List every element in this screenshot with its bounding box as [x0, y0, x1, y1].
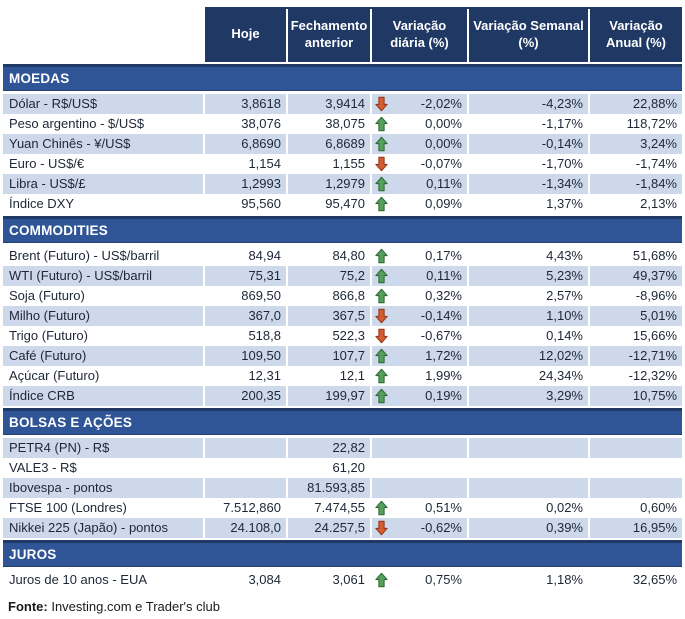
- arrow-up-icon: [375, 196, 388, 212]
- table-header-row: [3, 7, 682, 62]
- row-variacao-anual-value: 22,88%: [588, 94, 682, 114]
- row-hoje-value: 12,31: [203, 366, 286, 386]
- row-variacao-anual-value: -12,32%: [588, 366, 682, 386]
- row-variacao-diaria-value: 0,19%: [425, 388, 462, 403]
- row-hoje-value: 1,2993: [203, 174, 286, 194]
- row-fechamento-anterior-value: 61,20: [286, 458, 370, 478]
- arrow-up-icon: [375, 348, 388, 364]
- row-hoje-value: 518,8: [203, 326, 286, 346]
- table-row: [3, 570, 682, 590]
- row-variacao-anual-value: 0,60%: [588, 498, 682, 518]
- row-label: Juros de 10 anos - EUA: [3, 570, 203, 590]
- row-variacao-semanal-value: -0,14%: [467, 134, 588, 154]
- section-title: COMMODITIES: [9, 223, 108, 238]
- section-header: [3, 64, 682, 91]
- row-variacao-anual-value: 16,95%: [588, 518, 682, 538]
- row-fechamento-anterior-value: 75,2: [286, 266, 370, 286]
- arrow-down-icon: [375, 96, 388, 112]
- arrow-up-icon: [375, 136, 388, 152]
- row-variacao-diaria-cell: [370, 194, 467, 214]
- row-variacao-anual-value: -1,74%: [588, 154, 682, 174]
- row-fechamento-anterior-value: 38,075: [286, 114, 370, 134]
- row-variacao-diaria-value: -0,14%: [420, 308, 462, 323]
- row-variacao-semanal-value: 1,18%: [467, 570, 588, 590]
- row-variacao-diaria-value: 0,75%: [425, 572, 462, 587]
- row-variacao-diaria-value: 0,32%: [425, 288, 462, 303]
- row-label: Índice DXY: [3, 194, 203, 214]
- row-variacao-semanal-value: 3,29%: [467, 386, 588, 406]
- row-hoje-value: 6,8690: [203, 134, 286, 154]
- table-row: [3, 478, 682, 498]
- row-variacao-diaria-cell: [370, 438, 467, 458]
- arrow-up-icon: [375, 500, 388, 516]
- row-fechamento-anterior-value: 95,470: [286, 194, 370, 214]
- row-variacao-semanal-value: 2,57%: [467, 286, 588, 306]
- table-row: [3, 154, 682, 174]
- row-variacao-semanal-value: 0,39%: [467, 518, 588, 538]
- row-label: Dólar - R$/US$: [3, 94, 203, 114]
- arrow-up-icon: [375, 368, 388, 384]
- row-hoje-value: 109,50: [203, 346, 286, 366]
- arrow-up-icon: [375, 176, 388, 192]
- source-label: Fonte:: [8, 599, 48, 614]
- row-variacao-diaria-cell: [370, 94, 467, 114]
- table-row: [3, 366, 682, 386]
- table-row: [3, 346, 682, 366]
- row-hoje-value: 367,0: [203, 306, 286, 326]
- row-variacao-diaria-value: -0,67%: [420, 328, 462, 343]
- row-hoje-value: 869,50: [203, 286, 286, 306]
- arrow-up-icon: [375, 288, 388, 304]
- row-hoje-value: 84,94: [203, 246, 286, 266]
- row-variacao-semanal-value: 1,37%: [467, 194, 588, 214]
- row-variacao-diaria-value: 0,11%: [426, 176, 462, 191]
- arrow-up-icon: [375, 572, 388, 588]
- table-row: [3, 438, 682, 458]
- row-variacao-anual-value: 51,68%: [588, 246, 682, 266]
- row-variacao-anual-value: -8,96%: [588, 286, 682, 306]
- row-label: Milho (Futuro): [3, 306, 203, 326]
- arrow-up-icon: [375, 116, 388, 132]
- arrow-up-icon: [375, 248, 388, 264]
- row-variacao-diaria-cell: [370, 114, 467, 134]
- row-variacao-anual-value: 10,75%: [588, 386, 682, 406]
- table-row: [3, 386, 682, 406]
- row-fechamento-anterior-value: 81.593,85: [286, 478, 370, 498]
- row-variacao-diaria-cell: [370, 306, 467, 326]
- table-row: [3, 326, 682, 346]
- section-title: BOLSAS E AÇÕES: [9, 415, 133, 430]
- row-variacao-diaria-value: 0,00%: [425, 136, 462, 151]
- row-variacao-semanal-value: 1,10%: [467, 306, 588, 326]
- row-fechamento-anterior-value: 12,1: [286, 366, 370, 386]
- row-variacao-semanal-value: -1,34%: [467, 174, 588, 194]
- row-variacao-diaria-value: 0,17%: [425, 248, 462, 263]
- row-variacao-anual-value: 3,24%: [588, 134, 682, 154]
- row-variacao-diaria-cell: [370, 498, 467, 518]
- row-variacao-semanal-value: 24,34%: [467, 366, 588, 386]
- row-variacao-diaria-cell: [370, 458, 467, 478]
- row-label: Yuan Chinês - ¥/US$: [3, 134, 203, 154]
- header-col-hoje: Hoje: [203, 7, 286, 62]
- financial-table: [0, 7, 685, 614]
- row-variacao-semanal-value: -4,23%: [467, 94, 588, 114]
- row-variacao-diaria-cell: [370, 366, 467, 386]
- row-label: Café (Futuro): [3, 346, 203, 366]
- row-fechamento-anterior-value: 3,9414: [286, 94, 370, 114]
- row-variacao-anual-value: -1,84%: [588, 174, 682, 194]
- row-variacao-diaria-value: -0,07%: [420, 156, 462, 171]
- row-label: VALE3 - R$: [3, 458, 203, 478]
- row-fechamento-anterior-value: 522,3: [286, 326, 370, 346]
- row-variacao-semanal-value: [467, 458, 588, 478]
- row-variacao-diaria-value: -2,02%: [420, 96, 462, 111]
- row-label: Nikkei 225 (Japão) - pontos: [3, 518, 203, 538]
- row-variacao-semanal-value: [467, 438, 588, 458]
- row-variacao-semanal-value: -1,70%: [467, 154, 588, 174]
- row-label: Brent (Futuro) - US$/barril: [3, 246, 203, 266]
- row-label: Euro - US$/€: [3, 154, 203, 174]
- row-variacao-anual-value: [588, 458, 682, 478]
- table-row: [3, 518, 682, 538]
- row-label: Libra - US$/£: [3, 174, 203, 194]
- row-variacao-diaria-value: 1,72%: [425, 348, 462, 363]
- header-col-variacao-anual: Variação Anual (%): [588, 7, 682, 62]
- header-col-variacao-semanal: Variação Semanal (%): [467, 7, 588, 62]
- row-variacao-diaria-cell: [370, 478, 467, 498]
- row-variacao-anual-value: 32,65%: [588, 570, 682, 590]
- row-variacao-diaria-value: -0,62%: [420, 520, 462, 535]
- section-header: [3, 540, 682, 567]
- row-variacao-diaria-cell: [370, 154, 467, 174]
- row-variacao-diaria-value: 0,11%: [426, 268, 462, 283]
- row-variacao-anual-value: [588, 438, 682, 458]
- row-fechamento-anterior-value: 6,8689: [286, 134, 370, 154]
- row-variacao-diaria-value: 0,51%: [425, 500, 462, 515]
- table-row: [3, 134, 682, 154]
- header-col-variacao-diaria: Variação diária (%): [370, 7, 467, 62]
- arrow-down-icon: [375, 520, 388, 536]
- row-label: PETR4 (PN) - R$: [3, 438, 203, 458]
- row-variacao-semanal-value: 5,23%: [467, 266, 588, 286]
- row-variacao-diaria-cell: [370, 286, 467, 306]
- section-title: MOEDAS: [9, 71, 70, 86]
- row-fechamento-anterior-value: 1,155: [286, 154, 370, 174]
- row-variacao-anual-value: -12,71%: [588, 346, 682, 366]
- row-variacao-semanal-value: [467, 478, 588, 498]
- row-fechamento-anterior-value: 107,7: [286, 346, 370, 366]
- row-fechamento-anterior-value: 7.474,55: [286, 498, 370, 518]
- row-fechamento-anterior-value: 22,82: [286, 438, 370, 458]
- table-row: [3, 306, 682, 326]
- row-hoje-value: 38,076: [203, 114, 286, 134]
- table-row: [3, 286, 682, 306]
- table-row: [3, 246, 682, 266]
- row-hoje-value: 3,8618: [203, 94, 286, 114]
- table-row: [3, 114, 682, 134]
- row-label: Ibovespa - pontos: [3, 478, 203, 498]
- row-variacao-diaria-cell: [370, 326, 467, 346]
- table-row: [3, 194, 682, 214]
- row-hoje-value: [203, 478, 286, 498]
- row-variacao-diaria-cell: [370, 174, 467, 194]
- row-label: Índice CRB: [3, 386, 203, 406]
- row-variacao-anual-value: 5,01%: [588, 306, 682, 326]
- row-hoje-value: [203, 438, 286, 458]
- row-fechamento-anterior-value: 3,061: [286, 570, 370, 590]
- row-variacao-semanal-value: 4,43%: [467, 246, 588, 266]
- row-variacao-anual-value: 49,37%: [588, 266, 682, 286]
- section-rows: [3, 438, 682, 538]
- row-hoje-value: 3,084: [203, 570, 286, 590]
- section-title: JUROS: [9, 547, 57, 562]
- row-variacao-anual-value: 2,13%: [588, 194, 682, 214]
- row-fechamento-anterior-value: 24.257,5: [286, 518, 370, 538]
- row-variacao-semanal-value: 12,02%: [467, 346, 588, 366]
- arrow-up-icon: [375, 268, 388, 284]
- table-row: [3, 94, 682, 114]
- row-variacao-anual-value: 118,72%: [588, 114, 682, 134]
- arrow-down-icon: [375, 328, 388, 344]
- row-variacao-diaria-cell: [370, 134, 467, 154]
- table-row: [3, 174, 682, 194]
- row-variacao-diaria-cell: [370, 386, 467, 406]
- row-variacao-diaria-cell: [370, 246, 467, 266]
- row-label: WTI (Futuro) - US$/barril: [3, 266, 203, 286]
- table-body: [3, 64, 682, 590]
- section-rows: [3, 246, 682, 406]
- section-rows: [3, 570, 682, 590]
- row-fechamento-anterior-value: 866,8: [286, 286, 370, 306]
- row-variacao-diaria-value: 0,00%: [425, 116, 462, 131]
- row-label: FTSE 100 (Londres): [3, 498, 203, 518]
- row-hoje-value: 75,31: [203, 266, 286, 286]
- table-row: [3, 266, 682, 286]
- row-hoje-value: 95,560: [203, 194, 286, 214]
- row-fechamento-anterior-value: 199,97: [286, 386, 370, 406]
- row-variacao-diaria-value: 1,99%: [425, 368, 462, 383]
- source-text: Investing.com e Trader's club: [47, 599, 221, 614]
- row-variacao-diaria-value: 0,09%: [425, 196, 462, 211]
- table-top-border: [286, 7, 682, 9]
- table-row: [3, 498, 682, 518]
- row-hoje-value: 7.512,860: [203, 498, 286, 518]
- section-header: [3, 408, 682, 435]
- row-variacao-diaria-cell: [370, 266, 467, 286]
- row-variacao-semanal-value: 0,14%: [467, 326, 588, 346]
- row-variacao-semanal-value: -1,17%: [467, 114, 588, 134]
- row-variacao-semanal-value: 0,02%: [467, 498, 588, 518]
- row-label: Peso argentino - $/US$: [3, 114, 203, 134]
- section-header: [3, 216, 682, 243]
- row-label: Trigo (Futuro): [3, 326, 203, 346]
- row-fechamento-anterior-value: 84,80: [286, 246, 370, 266]
- arrow-down-icon: [375, 308, 388, 324]
- table-row: [3, 458, 682, 478]
- header-corner-cell: [3, 7, 203, 62]
- row-hoje-value: 1,154: [203, 154, 286, 174]
- row-hoje-value: 24.108,0: [203, 518, 286, 538]
- section-rows: [3, 94, 682, 214]
- arrow-down-icon: [375, 156, 388, 172]
- row-hoje-value: 200,35: [203, 386, 286, 406]
- row-variacao-diaria-cell: [370, 518, 467, 538]
- row-fechamento-anterior-value: 367,5: [286, 306, 370, 326]
- row-variacao-diaria-cell: [370, 570, 467, 590]
- arrow-up-icon: [375, 388, 388, 404]
- row-label: Açúcar (Futuro): [3, 366, 203, 386]
- row-label: Soja (Futuro): [3, 286, 203, 306]
- row-hoje-value: [203, 458, 286, 478]
- row-fechamento-anterior-value: 1,2979: [286, 174, 370, 194]
- row-variacao-anual-value: [588, 478, 682, 498]
- row-variacao-diaria-cell: [370, 346, 467, 366]
- row-variacao-anual-value: 15,66%: [588, 326, 682, 346]
- header-col-fechamento-anterior: Fechamento anterior: [286, 7, 370, 62]
